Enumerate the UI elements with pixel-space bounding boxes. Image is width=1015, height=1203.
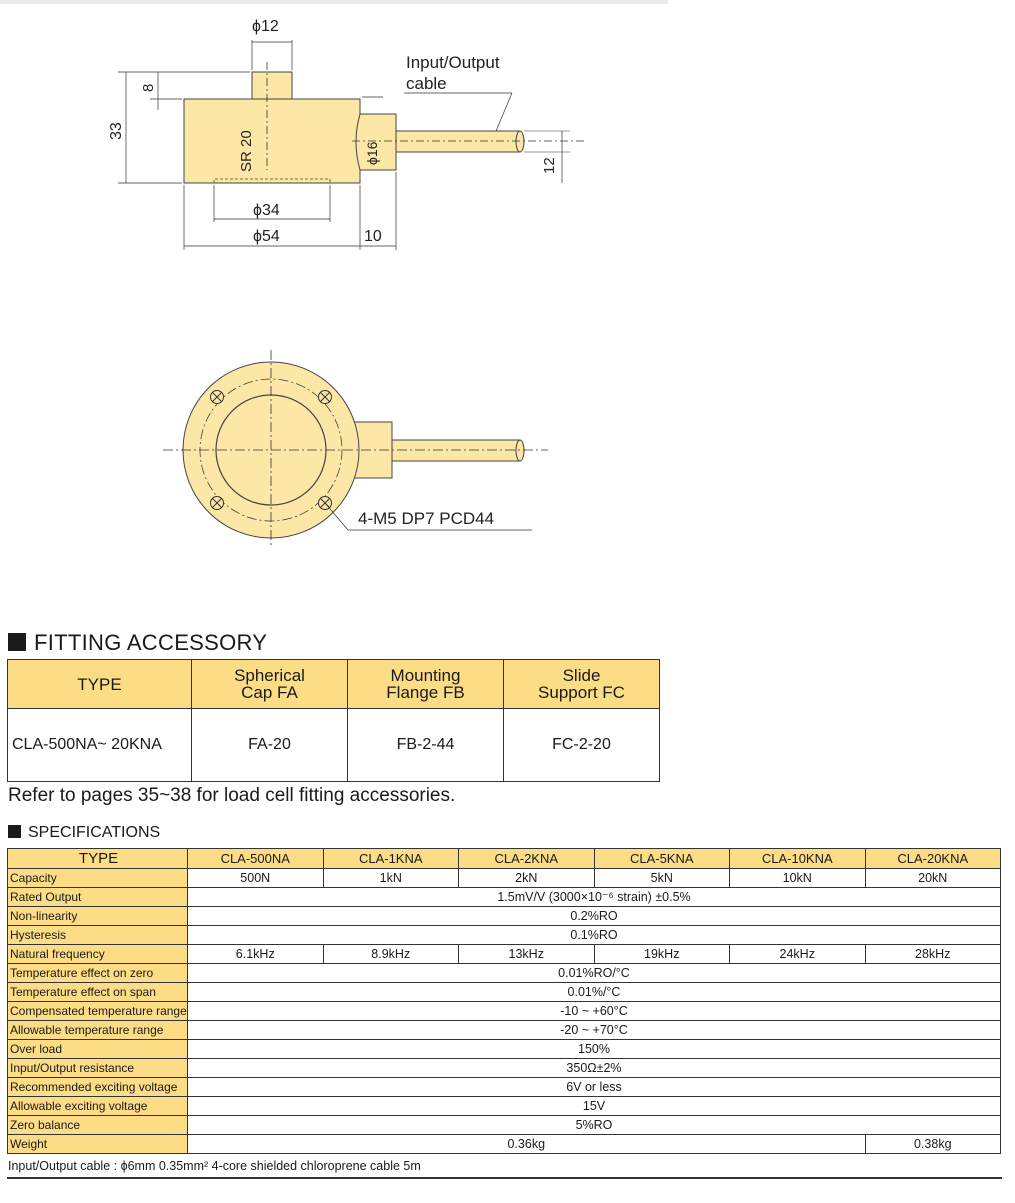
dim-d12: ϕ12 bbox=[252, 18, 279, 35]
fitting-note: Refer to pages 35~38 for load cell fitting accessories. bbox=[8, 785, 456, 806]
table-row bbox=[8, 1021, 1001, 1040]
table-row bbox=[8, 1097, 1001, 1116]
spec-value: 10kN bbox=[730, 869, 866, 888]
model-cla-500na: CLA-500NA bbox=[188, 849, 324, 869]
spec-value: -10 ~ +60°C bbox=[188, 1002, 1001, 1021]
table-row bbox=[8, 907, 1001, 926]
spec-value: 0.01%/°C bbox=[188, 983, 1001, 1002]
spec-value: 0.01%RO/°C bbox=[188, 964, 1001, 983]
model-cla-2kna: CLA-2KNA bbox=[459, 849, 595, 869]
spec-label: Allowable exciting voltage bbox=[8, 1097, 188, 1116]
table-row bbox=[8, 1059, 1001, 1078]
cable-label-line2: cable bbox=[406, 74, 447, 93]
spec-label: Compensated temperature range bbox=[8, 1002, 188, 1021]
dim-d54: ϕ54 bbox=[253, 228, 280, 245]
table-row bbox=[8, 1116, 1001, 1135]
table-row bbox=[8, 983, 1001, 1002]
dim-h33: 33 bbox=[108, 122, 125, 140]
spec-label: Weight bbox=[8, 1135, 188, 1154]
spec-value: 0.1%RO bbox=[188, 926, 1001, 945]
cable-label-line1: Input/Output bbox=[406, 53, 500, 72]
dim-h12: 12 bbox=[541, 157, 558, 174]
table-row bbox=[8, 888, 1001, 907]
spec-value: 5%RO bbox=[188, 1116, 1001, 1135]
section-square-icon bbox=[8, 633, 26, 651]
fitting-accessory-table bbox=[7, 659, 660, 782]
dim-h8: 8 bbox=[140, 83, 157, 92]
table-row bbox=[8, 1135, 1001, 1154]
spec-label: Temperature effect on span bbox=[8, 983, 188, 1002]
spec-value: 5kN bbox=[594, 869, 730, 888]
bottom-rule bbox=[7, 1177, 1002, 1179]
specifications-title: SPECIFICATIONS bbox=[8, 824, 160, 842]
spec-label: Capacity bbox=[8, 869, 188, 888]
model-cla-20kna: CLA-20KNA bbox=[865, 849, 1001, 869]
spec-value: 1.5mV/V (3000×10⁻⁶ strain) ±0.5% bbox=[188, 888, 1001, 907]
fit-header-type: TYPE bbox=[8, 660, 192, 709]
spec-value: -20 ~ +70°C bbox=[188, 1021, 1001, 1040]
fit-row-fa: FA-20 bbox=[192, 709, 348, 782]
dim-d34: ϕ34 bbox=[253, 202, 280, 219]
spec-label: Input/Output resistance bbox=[8, 1059, 188, 1078]
spec-value: 15V bbox=[188, 1097, 1001, 1116]
spec-value: 6.1kHz bbox=[188, 945, 324, 964]
table-row bbox=[8, 964, 1001, 983]
spec-label: Natural frequency bbox=[8, 945, 188, 964]
spec-value: 0.2%RO bbox=[188, 907, 1001, 926]
spec-label: Non-linearity bbox=[8, 907, 188, 926]
specifications-table bbox=[7, 848, 1001, 1154]
model-cla-1kna: CLA-1KNA bbox=[323, 849, 459, 869]
dim-w10: 10 bbox=[364, 228, 382, 245]
table-row bbox=[8, 945, 1001, 964]
fit-row-fc: FC-2-20 bbox=[504, 709, 660, 782]
spec-value: 1kN bbox=[323, 869, 459, 888]
cable-note: Input/Output cable : ϕ6mm 0.35mm² 4-core shielded chloroprene cable 5m bbox=[8, 1159, 421, 1173]
fitting-accessory-title: FITTING ACCESSORY bbox=[8, 630, 267, 656]
spec-label: Over load bbox=[8, 1040, 188, 1059]
table-row bbox=[8, 1078, 1001, 1097]
spec-value: 28kHz bbox=[865, 945, 1001, 964]
model-cla-5kna: CLA-5KNA bbox=[594, 849, 730, 869]
table-row bbox=[8, 849, 1001, 869]
spec-value: 2kN bbox=[459, 869, 595, 888]
spec-label: Recommended exciting voltage bbox=[8, 1078, 188, 1097]
table-row bbox=[8, 869, 1001, 888]
fit-header-fb: Mounting Flange FB bbox=[348, 660, 504, 709]
section-square-icon bbox=[8, 825, 21, 838]
spec-value: 20kN bbox=[865, 869, 1001, 888]
spec-value: 0.38kg bbox=[865, 1135, 1001, 1154]
table-row bbox=[8, 926, 1001, 945]
holes-label: 4-M5 DP7 PCD44 bbox=[358, 509, 495, 528]
spec-label: Hysteresis bbox=[8, 926, 188, 945]
spec-value: 0.36kg bbox=[188, 1135, 866, 1154]
table-row bbox=[8, 1002, 1001, 1021]
top-view-drawing bbox=[0, 0, 668, 600]
dim-d16: ϕ16 bbox=[364, 141, 380, 165]
spec-value: 13kHz bbox=[459, 945, 595, 964]
spec-value: 350Ω±2% bbox=[188, 1059, 1001, 1078]
spec-header-type: TYPE bbox=[8, 849, 188, 869]
spec-value: 24kHz bbox=[730, 945, 866, 964]
fit-header-fc: Slide Support FC bbox=[504, 660, 660, 709]
spec-label: Allowable temperature range bbox=[8, 1021, 188, 1040]
spec-value: 150% bbox=[188, 1040, 1001, 1059]
spec-value: 6V or less bbox=[188, 1078, 1001, 1097]
spec-value: 500N bbox=[188, 869, 324, 888]
table-row bbox=[8, 1040, 1001, 1059]
spec-label: Zero balance bbox=[8, 1116, 188, 1135]
spec-value: 19kHz bbox=[594, 945, 730, 964]
dim-sr20: SR 20 bbox=[238, 130, 255, 172]
fit-row-type: CLA-500NA~ 20KNA bbox=[8, 709, 192, 782]
model-cla-10kna: CLA-10KNA bbox=[730, 849, 866, 869]
spec-label: Rated Output bbox=[8, 888, 188, 907]
spec-value: 8.9kHz bbox=[323, 945, 459, 964]
fit-row-fb: FB-2-44 bbox=[348, 709, 504, 782]
fit-header-fa: Spherical Cap FA bbox=[192, 660, 348, 709]
spec-label: Temperature effect on zero bbox=[8, 964, 188, 983]
